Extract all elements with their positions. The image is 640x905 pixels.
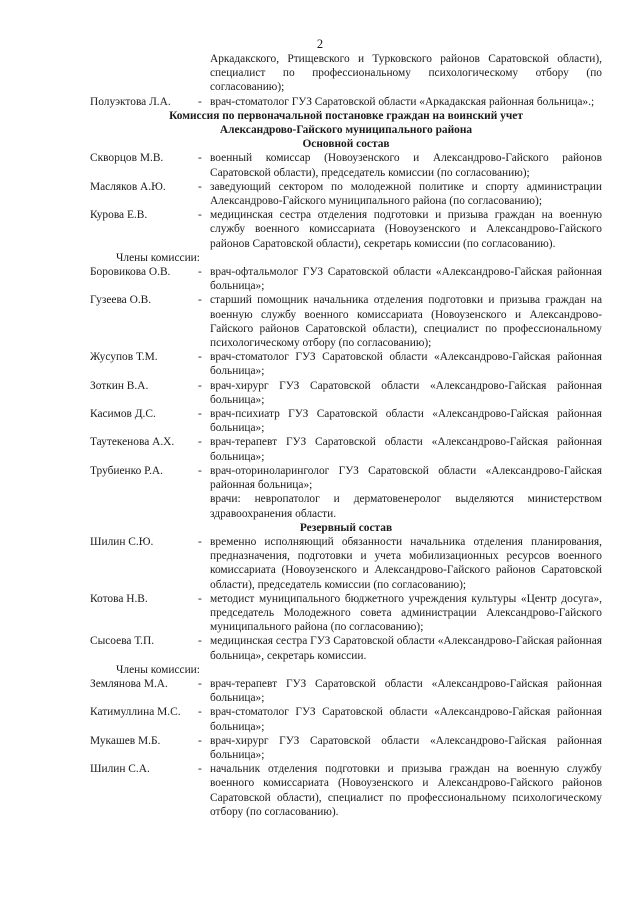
- person-entry: [90, 464, 602, 492]
- person-entry: [90, 734, 602, 762]
- reserve-composition-heading: Резервный состав: [299, 521, 393, 534]
- dash: -: [198, 209, 202, 222]
- person-position: врач-хирург ГУЗ Саратовской области «Александрово-Гайская районная больница»;: [210, 734, 602, 761]
- dash: -: [198, 706, 202, 719]
- person-position: врач-оториноларинголог ГУЗ Саратовской области «Александрово-Гайская районная больница»;: [210, 464, 602, 492]
- person-entry: [90, 208, 602, 251]
- person-name: Курова Е.В.: [90, 209, 148, 222]
- person-name: Трубиенко Р.А.: [90, 464, 163, 477]
- person-name: Землянова М.А.: [90, 677, 168, 690]
- person-entry: [90, 379, 602, 407]
- person-name: Полуэктова Л.А.: [90, 95, 171, 108]
- person-position: старший помощник начальника отделения подготовки и призыва граждан на военную службу военного комиссариата (Новоузенского и Александрово-Гайского районов Саратовской области), специалист по профессиональному психологическому отбору (по согласованию);: [210, 294, 602, 350]
- dash: -: [198, 763, 202, 776]
- person-entry: [90, 350, 602, 378]
- person-name: Скворцов М.В.: [90, 152, 164, 165]
- person-entry: [90, 535, 602, 592]
- dash: -: [198, 95, 202, 108]
- person-entry: [90, 634, 602, 662]
- person-entry: [90, 265, 602, 293]
- commission-title-line: Александрово-Гайского муниципального района: [219, 124, 473, 137]
- person-entry: [90, 95, 602, 109]
- person-name: Мукашев М.Б.: [90, 734, 161, 747]
- dash: -: [198, 592, 202, 605]
- person-position: военный комиссар (Новоузенского и Александрово-Гайского районов Саратовской области), председатель комиссии (по согласованию);: [210, 152, 602, 179]
- person-name: Боровикова О.В.: [90, 266, 171, 279]
- dash: -: [198, 464, 202, 477]
- person-position: методист муниципального бюджетного учреждения культуры «Центр досуга», председатель Молодежного совета администрации Александрово-Гайского муниципального района (по согласованию);: [210, 592, 602, 634]
- dash: -: [198, 266, 202, 279]
- dash: -: [198, 408, 202, 421]
- person-position: врач-терапевт ГУЗ Саратовской области «Александрово-Гайская районная больница»;: [210, 436, 602, 463]
- commission-title-line: Комиссия по первоначальной постановке граждан на воинский учет: [169, 109, 523, 122]
- person-position: медицинская сестра отделения подготовки и призыва граждан на военную службу военного комиссариата (Новоузенского и Александрово-Гайского районов Саратовской области), секретарь комиссии (по согласованию).: [210, 209, 602, 250]
- person-name: Гузеева О.В.: [90, 294, 152, 307]
- person-entry: [90, 762, 602, 819]
- person-position: врач-хирург ГУЗ Саратовской области «Александрово-Гайская районная больница»;: [210, 379, 602, 406]
- dash: -: [198, 635, 202, 648]
- document-body: [90, 52, 602, 819]
- main-composition-heading: Основной состав: [302, 138, 390, 151]
- person-name: Шилин С.Ю.: [90, 535, 154, 548]
- person-position: врач-стоматолог ГУЗ Саратовской области «Александрово-Гайская районная больница»;: [210, 706, 602, 733]
- person-name: Касимов Д.С.: [90, 408, 156, 421]
- continuation-paragraph: Аркадакского, Ртищевского и Турковского районов Саратовской области), специалист по профессиональному психологическому отбору (по согласованию);: [210, 53, 602, 94]
- person-name: Катимуллина М.С.: [90, 706, 181, 719]
- person-entry: [90, 180, 602, 208]
- person-name: Жусупов Т.М.: [90, 351, 158, 364]
- person-position: врач-терапевт ГУЗ Саратовской области «Александрово-Гайская районная больница»;: [210, 677, 602, 705]
- dash: -: [198, 180, 202, 193]
- dash: -: [198, 379, 202, 392]
- page-number: 2: [316, 37, 324, 51]
- person-name: Шилин С.А.: [90, 763, 150, 776]
- dash: -: [198, 294, 202, 307]
- dash: -: [198, 734, 202, 747]
- person-entry: [90, 151, 602, 179]
- person-name: Масляков А.Ю.: [90, 180, 166, 193]
- members-label: Члены комиссии:: [116, 663, 200, 676]
- person-position: медицинская сестра ГУЗ Саратовской области «Александрово-Гайская районная больница», секретарь комиссии.: [210, 635, 603, 662]
- person-entry: [90, 592, 602, 635]
- dash: -: [198, 152, 202, 165]
- person-position: временно исполняющий обязанности начальника отделения планирования, предназначения, подготовки и учета мобилизационных ресурсов военного комиссариата (Новоузенского и Александрово-Гайского районов Саратовской области), председатель комиссии (по согласованию);: [210, 535, 602, 591]
- person-position: начальник отделения подготовки и призыва граждан на военную службу военного комиссариата (Новоузенского и Александрово-Гайского районов Саратовской области), специалист по профессиональному психологическому отбору (по согласованию).: [210, 763, 602, 818]
- dash: -: [198, 436, 202, 449]
- person-name: Котова Н.В.: [90, 592, 148, 605]
- dash: -: [198, 351, 202, 364]
- person-position: врач-стоматолог ГУЗ Саратовской области «Аркадакская районная больница».;: [210, 95, 595, 108]
- dash: -: [198, 535, 202, 548]
- person-name: Таутекенова А.Х.: [90, 436, 175, 449]
- person-entry: [90, 705, 602, 733]
- person-entry: [90, 677, 602, 705]
- person-name: Зоткин В.А.: [90, 379, 149, 392]
- person-entry: [90, 435, 602, 463]
- person-position: врач-стоматолог ГУЗ Саратовской области «Александрово-Гайская районная больница»;: [210, 351, 602, 378]
- person-entry: [90, 407, 602, 435]
- doctors-note: врачи: невропатолог и дерматовенеролог выделяются министерством здравоохранения области.: [210, 493, 602, 520]
- dash: -: [198, 677, 202, 690]
- person-position: врач-психиатр ГУЗ Саратовской области «Александрово-Гайская районная больница»;: [210, 408, 602, 435]
- person-entry: [90, 293, 602, 350]
- person-name: Сысоева Т.П.: [90, 635, 155, 648]
- person-position: врач-офтальмолог ГУЗ Саратовской области «Александрово-Гайская районная больница»;: [210, 266, 602, 293]
- person-position: заведующий сектором по молодежной политике и спорту администрации Александрово-Гайского муниципального района (по согласованию);: [210, 180, 602, 208]
- commission-title: [90, 109, 602, 152]
- members-label: Члены комиссии:: [116, 251, 200, 264]
